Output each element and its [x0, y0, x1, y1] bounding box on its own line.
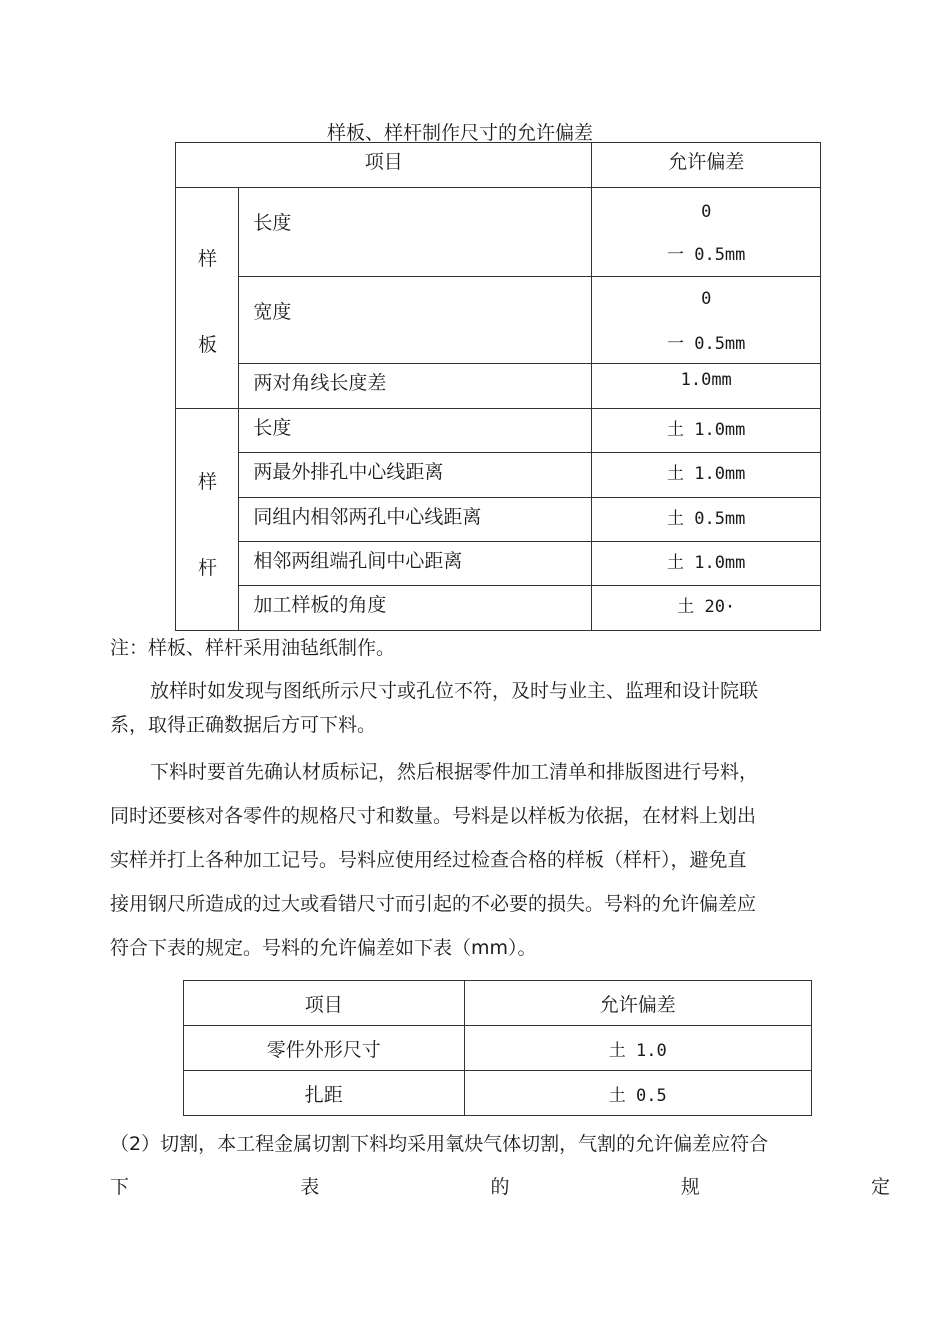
table-row: [184, 1071, 812, 1116]
tolerance-line: 一 0.5mm: [666, 334, 746, 354]
paragraph-line: 同时还要核对各零件的规格尺寸和数量。号料是以样板为依据，在材料上划出: [110, 805, 757, 827]
tolerance-line: 0: [701, 289, 712, 309]
tolerance-line: 一 0.5mm: [666, 245, 746, 265]
tolerance-cell: 土 0.5: [464, 1071, 811, 1116]
table-row: [176, 409, 821, 453]
justified-word: 表: [300, 1176, 320, 1198]
table-row: [176, 586, 821, 631]
tolerance-cell: 1.0mm: [592, 364, 821, 409]
table-row: [184, 1026, 812, 1071]
justified-line: [110, 1166, 890, 1210]
justified-word: 规: [680, 1176, 700, 1198]
tolerance-cell: 土 1.0mm: [592, 453, 821, 498]
tolerance-cell: 土 0.5mm: [592, 498, 821, 542]
paragraph-line: 接用钢尺所造成的过大或看错尺寸而引起的不必要的损失。号料的允许偏差应: [110, 893, 757, 915]
justified-word: 下: [110, 1176, 130, 1198]
header-item: 项目: [176, 143, 592, 188]
header-item: 项目: [184, 981, 465, 1026]
tolerance-line: 0: [701, 202, 712, 222]
marking-tolerance-table: [183, 980, 812, 1116]
table-header-row: [184, 981, 812, 1026]
item-cell: 加工样板的角度: [239, 586, 592, 631]
group-label-template: [176, 188, 239, 409]
item-cell: 零件外形尺寸: [184, 1026, 465, 1071]
group-char: 杆: [198, 557, 218, 579]
group-char: 板: [198, 334, 218, 356]
tolerance-cell: [592, 277, 821, 364]
group-char: 样: [198, 248, 218, 270]
table-row: [176, 542, 821, 586]
table-row: [176, 453, 821, 498]
table-header-row: [176, 143, 821, 188]
table-row: [176, 188, 821, 277]
item-cell: 长度: [239, 409, 592, 453]
paragraph-line: 实样并打上各种加工记号。号料应使用经过检查合格的样板（样杆），避免直: [110, 849, 747, 871]
header-tolerance: 允许偏差: [592, 143, 821, 188]
item-cell: 相邻两组端孔间中心距离: [239, 542, 592, 586]
item-cell: 宽度: [239, 277, 592, 364]
table-row: [176, 498, 821, 542]
header-tolerance: 允许偏差: [464, 981, 811, 1026]
table-row: [176, 277, 821, 364]
item-cell: 两对角线长度差: [239, 364, 592, 409]
item-cell: 同组内相邻两孔中心线距离: [239, 498, 592, 542]
paragraph-line: 系，取得正确数据后方可下料。: [110, 714, 377, 736]
justified-word: 定: [870, 1176, 890, 1198]
item-cell: 两最外排孔中心线距离: [239, 453, 592, 498]
table-note: 注：样板、样杆采用油毡纸制作。: [110, 637, 396, 659]
tolerance-cell: 土 1.0: [464, 1026, 811, 1071]
sample-tolerance-table: [175, 142, 821, 631]
table1-caption: 样板、样杆制作尺寸的允许偏差: [326, 122, 593, 144]
item-cell: 长度: [239, 188, 592, 277]
group-char: 样: [198, 471, 218, 493]
tolerance-cell: 土 20·: [592, 586, 821, 631]
paragraph-line: 放样时如发现与图纸所示尺寸或孔位不符，及时与业主、监理和设计院联: [150, 680, 759, 702]
paragraph-line: 下料时要首先确认材质标记，然后根据零件加工清单和排版图进行号料，: [150, 761, 759, 783]
table-row: [176, 364, 821, 409]
tolerance-cell: 土 1.0mm: [592, 409, 821, 453]
group-label-pole: [176, 409, 239, 631]
tolerance-cell: 土 1.0mm: [592, 542, 821, 586]
tolerance-cell: [592, 188, 821, 277]
paragraph-line: （2）切割，本工程金属切割下料均采用氧炔气体切割，气割的允许偏差应符合: [110, 1133, 769, 1155]
item-cell: 扎距: [184, 1071, 465, 1116]
justified-word: 的: [490, 1176, 510, 1198]
paragraph-line: 符合下表的规定。号料的允许偏差如下表（mm）。: [110, 937, 537, 959]
